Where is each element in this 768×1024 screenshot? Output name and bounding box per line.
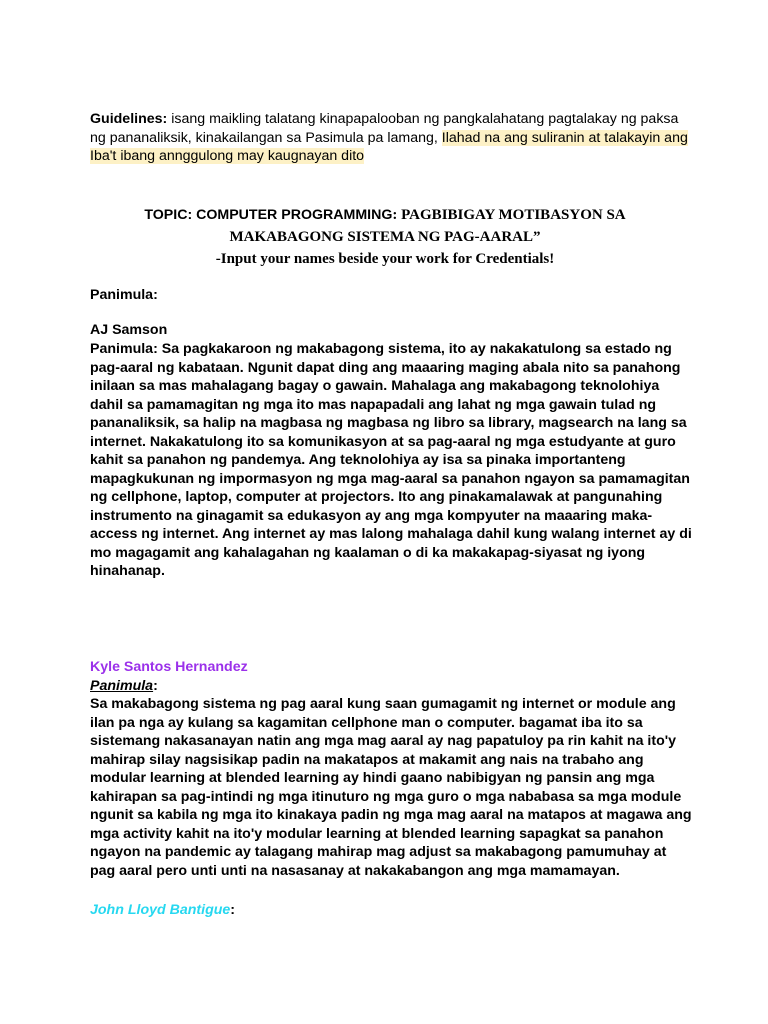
author-name: Kyle Santos Hernandez (90, 659, 248, 675)
text-line: kahirapan sa pag-intindi ng mga itinuturo ng mga guro o mga nababasa sa mga module (90, 788, 682, 805)
guidelines-highlight: Ilahad na ang suliranin at talakayin ang (441, 129, 688, 146)
section-label (90, 677, 680, 696)
author-name: AJ Samson (90, 322, 168, 338)
author-heading (90, 901, 680, 920)
guidelines-line (90, 110, 680, 129)
guidelines-paragraph (90, 110, 688, 166)
topic-line (90, 204, 680, 226)
text-line: ngunit sa kabila ng mga ito kinakaya padin ng mga mag aaral na matapos at magawa ang (90, 807, 692, 823)
text-line: Panimula: Sa pagkakaroon ng makabagong sistema, ito ay nakakatulong sa estado ng (90, 341, 672, 357)
text-line: access ng internet. Ang internet ay mas lalong mahalaga dahil kung walang internet ay di (90, 526, 692, 542)
entry-body (90, 695, 692, 880)
text-line: mapagkukunan ng impormasyon ng mga mag-aaral sa panahon ngayon sa pamamagitan (90, 470, 690, 487)
text-line: kahit sa panahon ng pandemya. Ang teknolohiya ay isa sa pinaka importanteng (90, 452, 626, 468)
text-line: ng cellphone, laptop, computer at projectors. Ito ang pinakamalawak at pangunahing (90, 489, 663, 505)
topic-prefix: TOPIC: COMPUTER PROGRAMMING (144, 207, 393, 223)
entry-body (90, 340, 692, 581)
guidelines-label: Guidelines: (90, 111, 168, 127)
author-colon: : (230, 902, 236, 918)
guidelines-text: ng pananaliksik, kinakailangan sa Pasimula pa lamang, (90, 129, 442, 146)
topic-line: MAKABAGONG SISTEMA NG PAG-AARAL” (229, 229, 541, 245)
text-line: sistemang nakasanayan natin ang mga mag aaral ay nag papatuloy pa rin kahit na ito'y (90, 733, 677, 749)
text-line: ilan pa nga ay kulang sa kagamitan cellphone man o computer. bagamat iba ito sa (90, 714, 643, 731)
text-line: inilaan sa mas mahalagang bagay o gawain. Mahalaga ang makabagong teknolohiya (90, 378, 660, 394)
guidelines-text: isang maikling talatang kinapapalooban ng pangkalahatang pagtalakay ng paksa (167, 111, 679, 127)
document-page (90, 0, 692, 1024)
topic-instruction: -Input your names beside your work for Credentials! (215, 251, 555, 267)
text-line: ngayon na pandemic ay talagang mahirap mag adjust sa makabagong pamumuhay at (90, 844, 667, 860)
text-line: modular learning at blended learning ay hindi gaano nabibigyan ng pansin ang mga (90, 770, 655, 786)
text-line: pananaliksik, sa halip na magbasa ng magbasa ng libro sa library, magsearch na lang sa (90, 415, 687, 431)
text-line: pag-aaral ng kabataan. Ngunit dapat ding ang maaaring maging abala nito sa panahong (90, 359, 681, 376)
text-line: mo magagamit ang kahalagahan ng kaalaman o di ka makakapag-siyasat ng iyong (90, 544, 646, 561)
guidelines-line (90, 129, 688, 148)
author-name: John Lloyd Bantigue (90, 902, 231, 918)
section-label-text: Panimula (90, 678, 154, 694)
text-line: instrumento na ginagamit sa edukasyon ay ang mga kompyuter na maaaring maka- (90, 507, 653, 524)
text-line: internet. Nakakatulong ito sa komunikasyon at sa pag-aaral ng mga estudyante at guro (90, 433, 676, 450)
text-line: dahil sa pamamagitan ng mga ito mas napapadali ang lahat ng mga gawain tulad ng (90, 396, 657, 413)
text-line: hinahanap. (90, 563, 165, 579)
guidelines-highlight: Iba't ibang annggulong may kaugnayan dito (90, 148, 365, 164)
section-label-colon: : (153, 678, 158, 694)
text-line: mga activity kahit na ito'y modular learning at blended learning sapagkat sa panahon (90, 825, 664, 842)
section-heading: Panimula: (90, 287, 158, 303)
topic-title: : PAGBIBIGAY MOTIBASYON SA (392, 207, 626, 223)
text-line: pag aaral pero unti unti na nasasanay at nakakabangon ang mga mamamayan. (90, 862, 620, 879)
topic-heading (90, 204, 680, 270)
text-line: Sa makabagong sistema ng pag aaral kung saan gumagamit ng internet or module ang (90, 696, 676, 712)
text-line: mahirap silay nagsisikap padin na makatapos at makamit ang nais na trabaho ang (90, 751, 644, 768)
guidelines-line (90, 147, 680, 166)
